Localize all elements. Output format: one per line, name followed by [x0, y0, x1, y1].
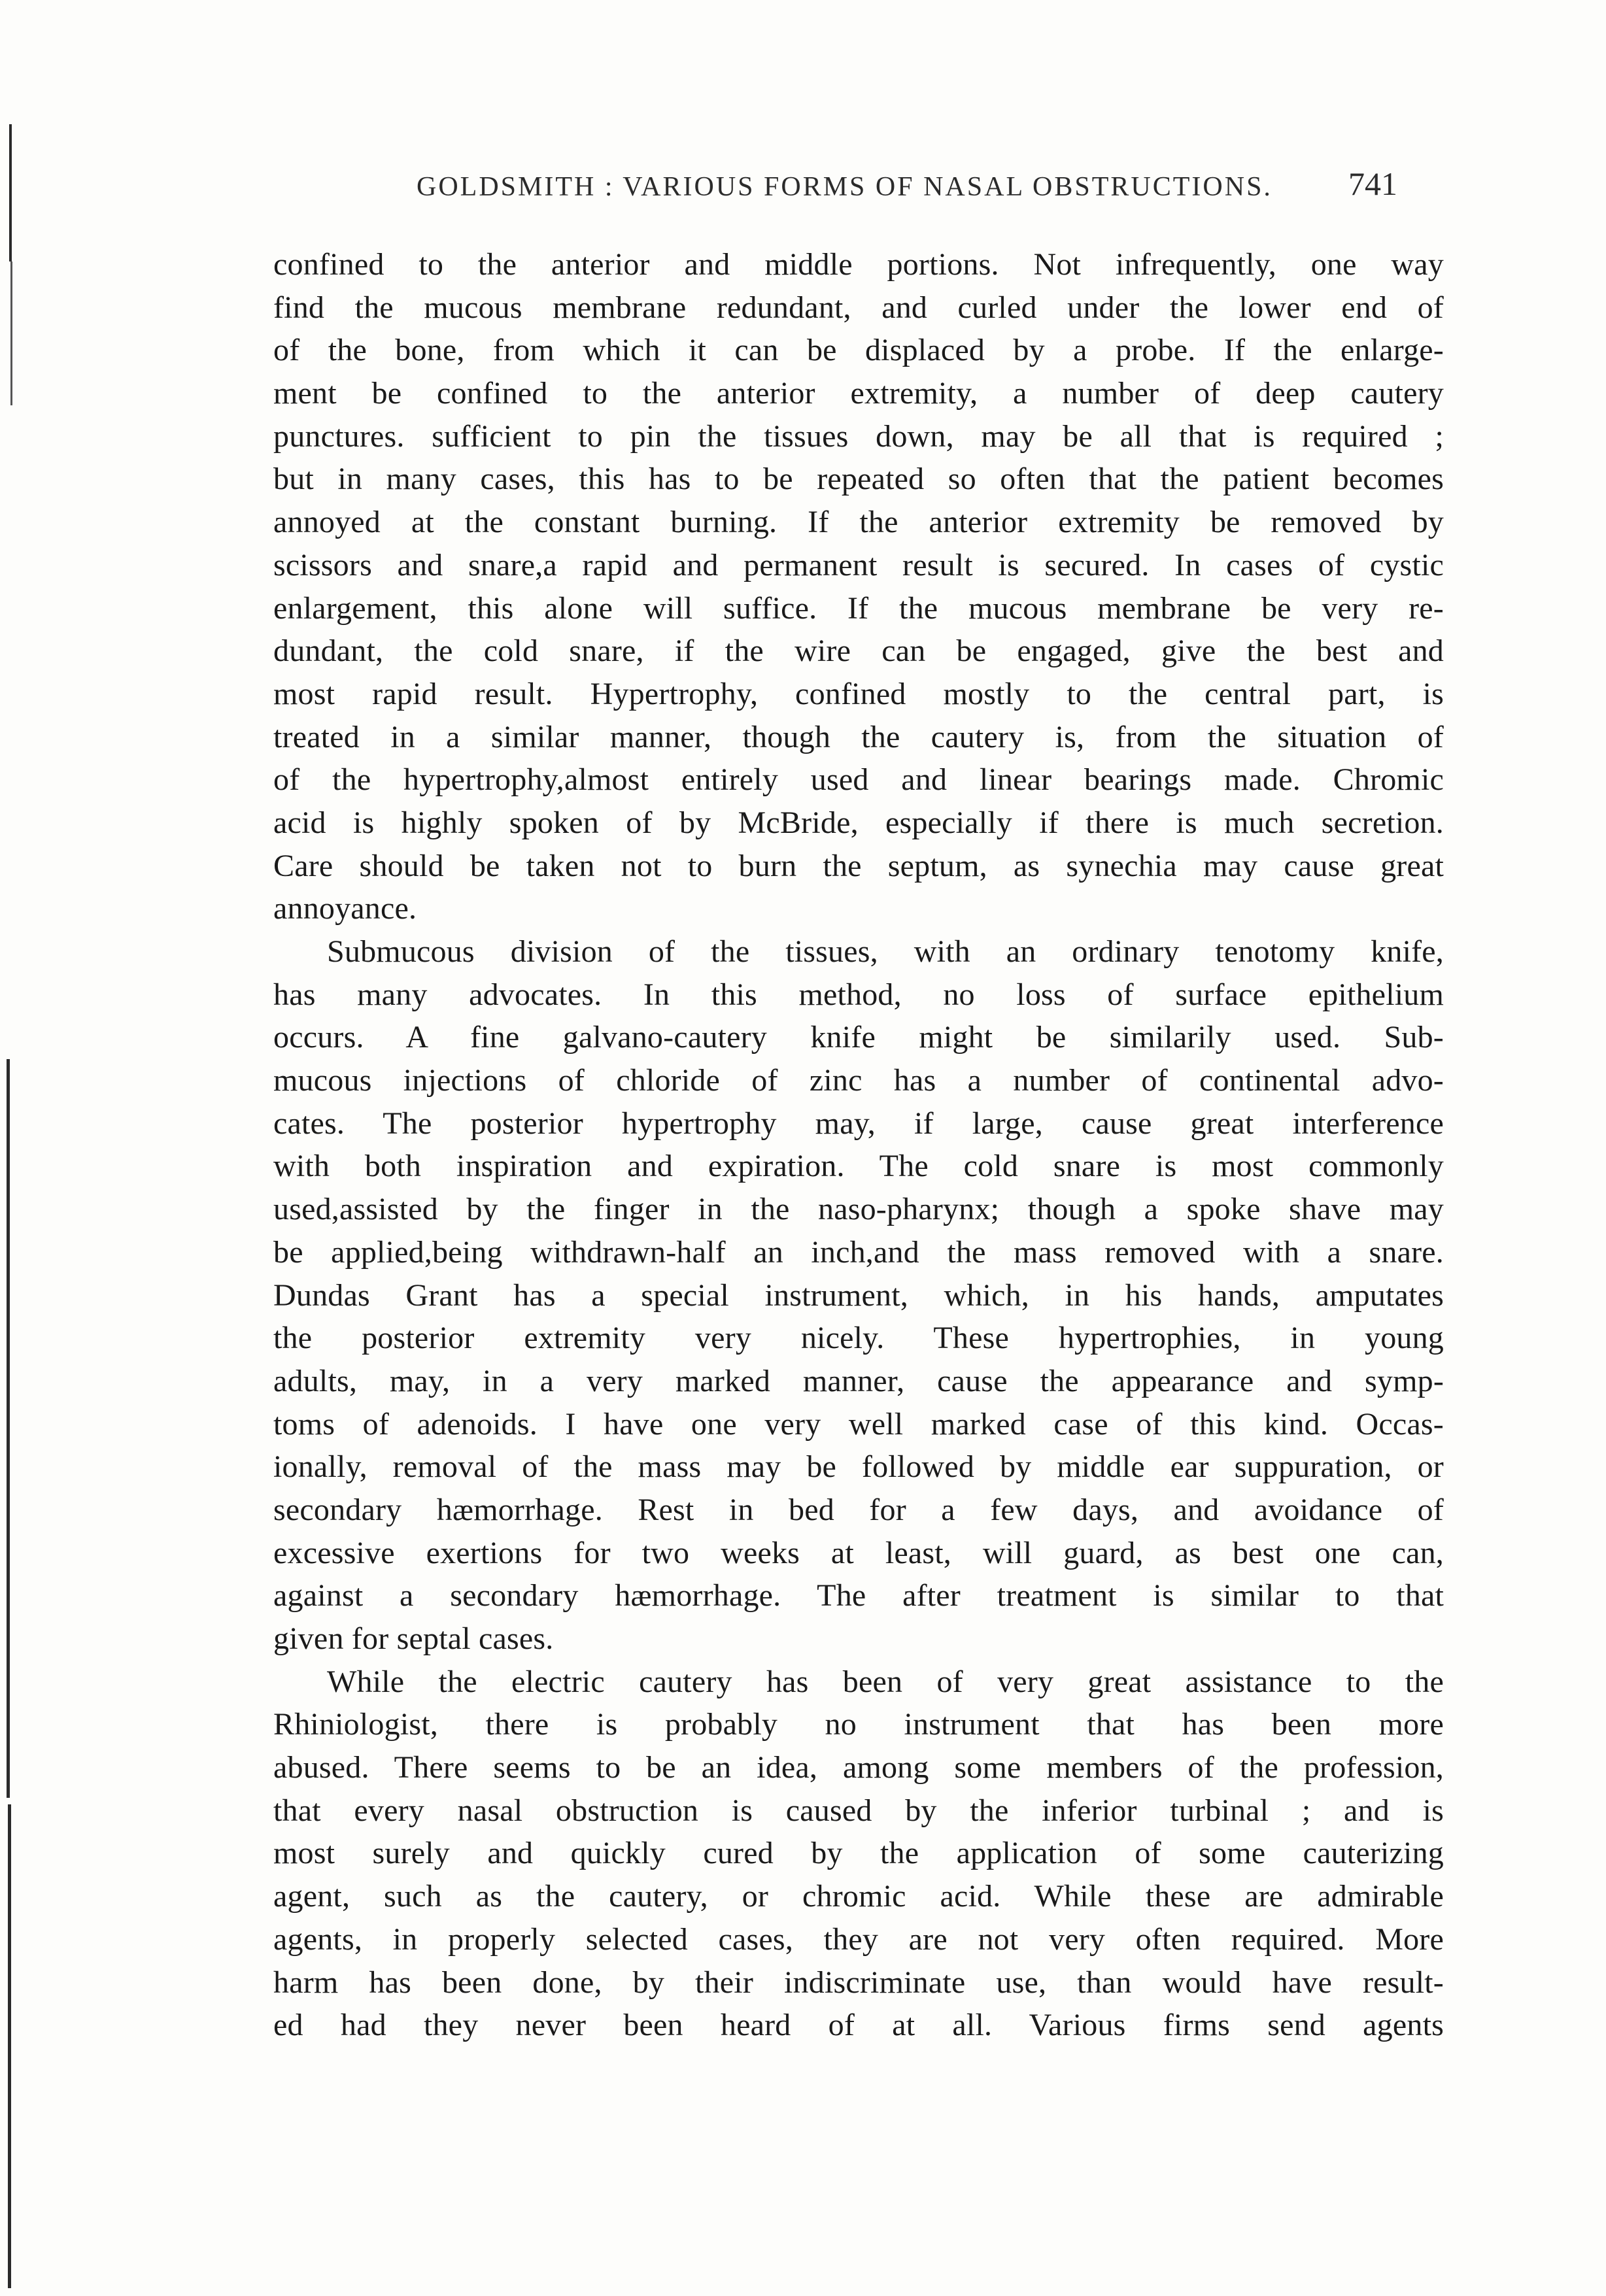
text-line: excessive exertions for two weeks at least, will guard, as best one can, — [273, 1535, 1444, 1570]
text-line: abused. There seems to be an idea, among some members of the profession, — [273, 1750, 1444, 1785]
text-line: of the bone, from which it can be displaced by a probe. If the enlarge- — [273, 333, 1444, 368]
text-line: harm has been done, by their indiscriminate use, than would have result- — [273, 1965, 1444, 2000]
text-line: dundant, the cold snare, if the wire can be engaged, give the best and — [273, 633, 1444, 669]
text-line: Rhiniologist, there is probably no instrument that has been more — [273, 1707, 1444, 1742]
text-line: toms of adenoids. I have one very well marked case of this kind. Occas- — [273, 1406, 1444, 1442]
text-line: confined to the anterior and middle portions. Not infrequently, one way — [273, 247, 1444, 282]
text-line: scissors and snare,a rapid and permanent result is secured. In cases of cystic — [273, 547, 1444, 582]
text-line: most rapid result. Hypertrophy, confined mostly to the central part, is — [273, 676, 1444, 711]
paragraph-start-line: While the electric cautery has been of very great assistance to the — [327, 1664, 1444, 1699]
text-line: used,assisted by the finger in the naso-pharynx; though a spoke shave may — [273, 1192, 1444, 1227]
text-line: find the mucous membrane redundant, and curled under the lower end of — [273, 290, 1444, 325]
text-line: treated in a similar manner, though the cautery is, from the situation of — [273, 719, 1444, 754]
page-number: 741 — [1348, 165, 1397, 202]
running-head-title: GOLDSMITH : VARIOUS FORMS OF NASAL OBSTRUCTIONS. — [417, 172, 1273, 202]
text-line: annoyance. — [273, 891, 417, 926]
text-line: that every nasal obstruction is caused by the inferior turbinal ; and is — [273, 1793, 1444, 1828]
text-line: occurs. A fine galvano-cautery knife might be similarily used. Sub- — [273, 1020, 1444, 1055]
text-line: secondary hæmorrhage. Rest in bed for a few days, and avoidance of — [273, 1492, 1444, 1527]
text-line: has many advocates. In this method, no loss of surface epithelium — [273, 977, 1444, 1012]
text-line: cates. The posterior hypertrophy may, if large, cause great interference — [273, 1106, 1444, 1141]
text-line: acid is highly spoken of by McBride, especially if there is much secretion. — [273, 805, 1444, 840]
text-line: of the hypertrophy,almost entirely used and linear bearings made. Chromic — [273, 762, 1444, 798]
binding-edge-marks — [0, 0, 46, 2296]
paragraph-start-line: Submucous division of the tissues, with an ordinary tenotomy knife, — [327, 934, 1444, 969]
text-line: agent, such as the cautery, or chromic acid. While these are admirable — [273, 1879, 1444, 1914]
text-line: ed had they never been heard of at all. Various firms send agents — [273, 2008, 1444, 2043]
text-line: given for septal cases. — [273, 1621, 554, 1656]
text-line: enlargement, this alone will suffice. If the mucous membrane be very re- — [273, 590, 1444, 626]
text-line: Dundas Grant has a special instrument, which, in his hands, amputates — [273, 1277, 1444, 1313]
text-line: be applied,being withdrawn-half an inch,and the mass removed with a snare. — [273, 1234, 1444, 1270]
body-text — [273, 243, 1444, 2047]
text-line: annoyed at the constant burning. If the anterior extremity be removed by — [273, 505, 1444, 540]
text-line: ionally, removal of the mass may be followed by middle ear suppuration, or — [273, 1449, 1444, 1485]
text-line: Care should be taken not to burn the septum, as synechia may cause great — [273, 848, 1444, 883]
text-line: but in many cases, this has to be repeated so often that the patient becomes — [273, 462, 1444, 497]
text-line: with both inspiration and expiration. The cold snare is most commonly — [273, 1149, 1444, 1184]
text-line: mucous injections of chloride of zinc has a number of continental advo- — [273, 1063, 1444, 1098]
text-line: most surely and quickly cured by the application of some cauterizing — [273, 1836, 1444, 1871]
text-line: punctures. sufficient to pin the tissues down, may be all that is required ; — [273, 418, 1444, 454]
text-line: agents, in properly selected cases, they are not very often required. More — [273, 1921, 1444, 1957]
text-line: against a secondary hæmorrhage. The after treatment is similar to that — [273, 1578, 1444, 1613]
text-line: ment be confined to the anterior extremity, a number of deep cautery — [273, 376, 1444, 411]
text-line: adults, may, in a very marked manner, cause the appearance and symp- — [273, 1363, 1444, 1398]
text-line: the posterior extremity very nicely. These hypertrophies, in young — [273, 1321, 1444, 1356]
